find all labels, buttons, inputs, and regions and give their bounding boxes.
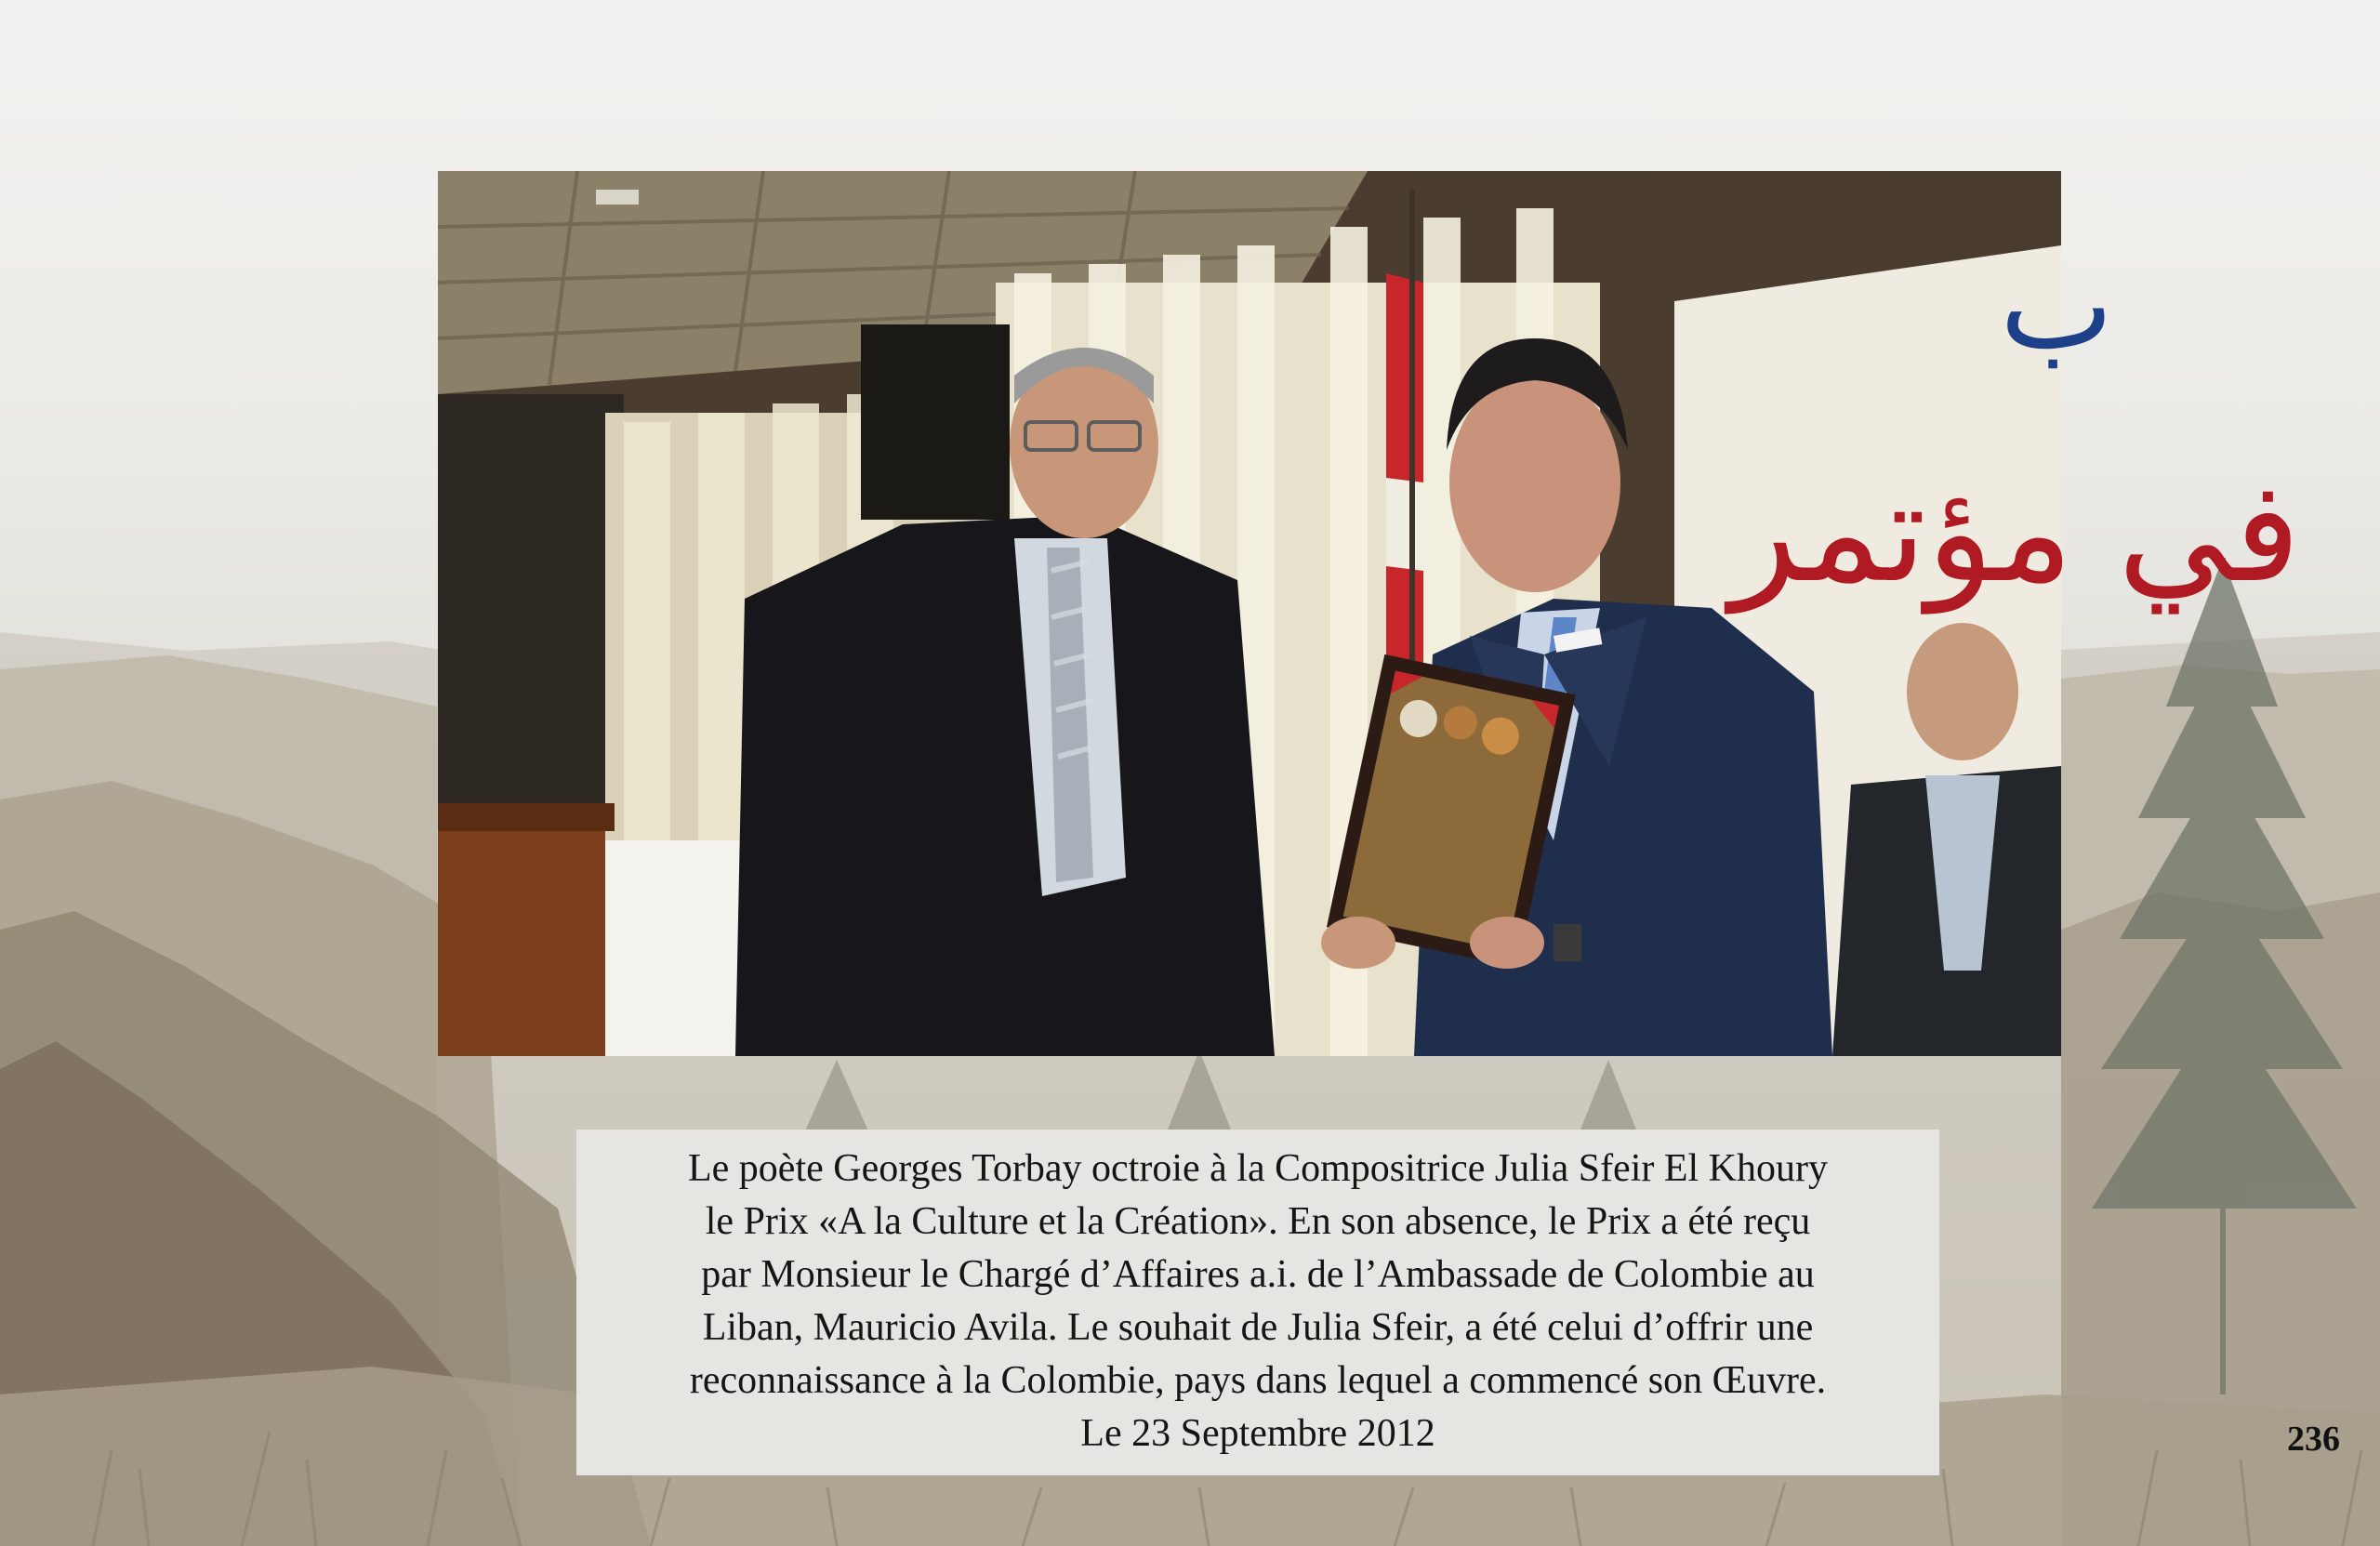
caption-line: reconnaissance à la Colombie, pays dans lequel a commencé son Œuvre. [689, 1359, 1827, 1402]
caption-date: Le 23 Septembre 2012 [1080, 1412, 1435, 1455]
banner-arabic-text: في مؤتمر [1730, 452, 2301, 614]
caption-line: Le poète Georges Torbay octroie à la Compositrice Julia Sfeir El Khoury [688, 1147, 1828, 1190]
photo-caption [576, 1130, 1939, 1475]
caption-line: Liban, Mauricio Avila. Le souhait de Julia Sfeir, a été celui d’offrir une [702, 1306, 1814, 1349]
photo-scene [438, 171, 2301, 1056]
svg-text:ب: ب [2000, 235, 2114, 377]
caption-line: par Monsieur le Chargé d’Affaires a.i. de l’Ambassade de Colombie au [701, 1253, 1815, 1296]
award-ceremony-photo [438, 171, 2301, 1056]
page-number: 236 [2287, 1420, 2340, 1459]
caption-line: le Prix «A la Culture et la Création». En son absence, le Prix a été reçu [705, 1200, 1811, 1243]
